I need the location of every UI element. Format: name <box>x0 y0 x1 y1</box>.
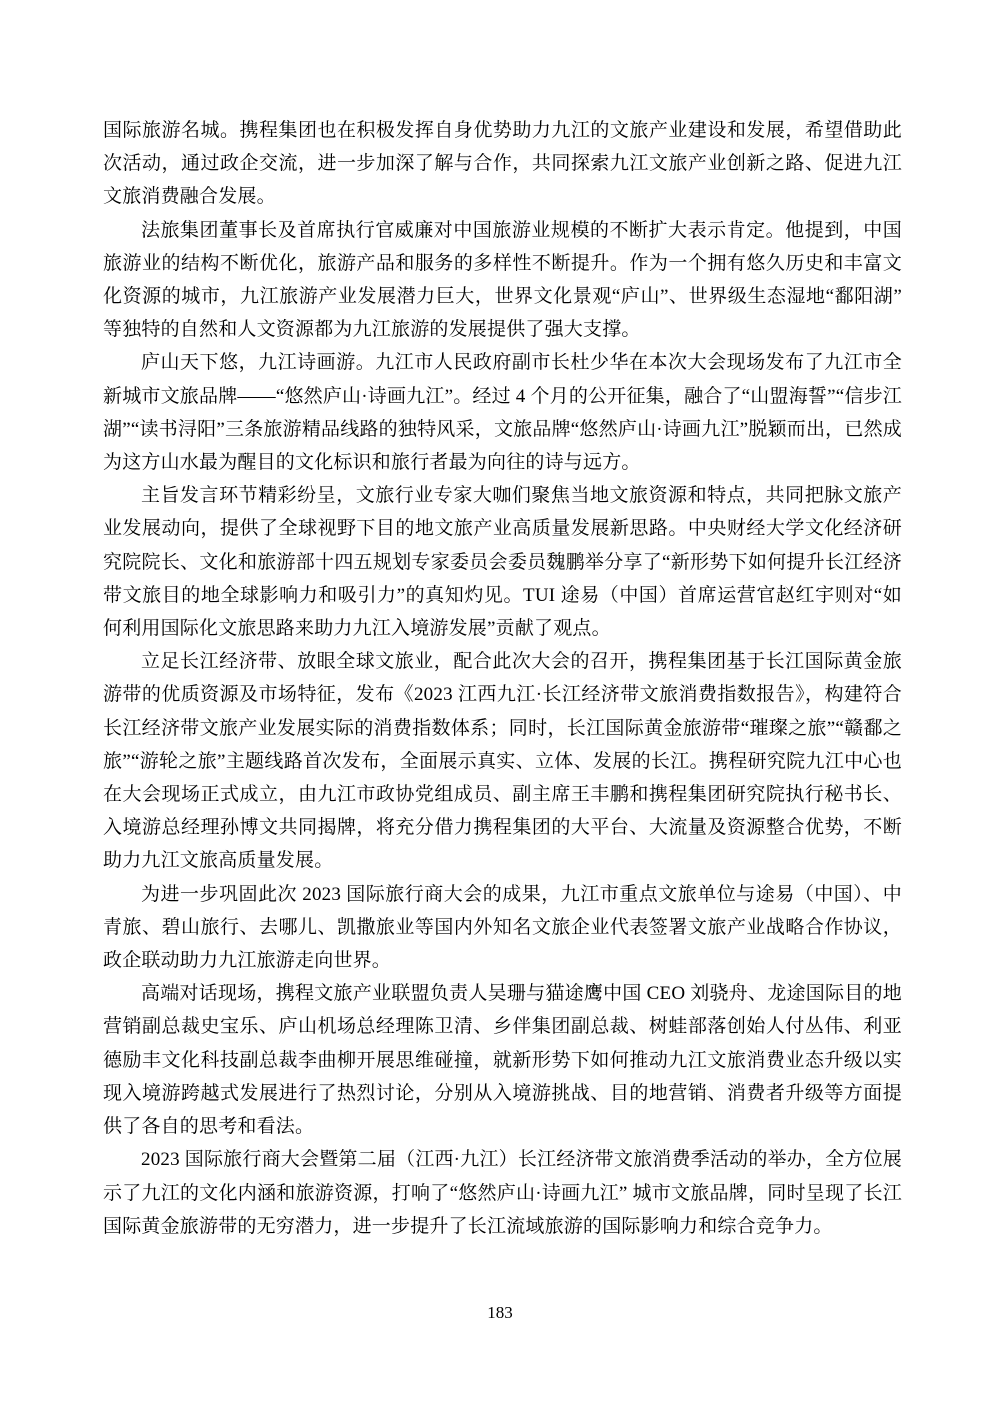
document-body <box>103 114 902 1243</box>
page-number: 183 <box>487 1303 513 1322</box>
paragraph: 立足长江经济带、放眼全球文旅业，配合此次大会的召开，携程集团基于长江国际黄金旅游带的优质资源及市场特征，发布《2023 江西九江·长江经济带文旅消费指数报告》，构建符合长江经济带文旅产业发展实际的消费指数体系；同时，长江国际黄金旅游带“璀璨之旅”“赣鄱之旅”“游轮之旅”主题线路首次发布，全面展示真实、立体、发展的长江。携程研究院九江中心也在大会现场正式成立，由九江市政协党组成员、副主席王丰鹏和携程集团研究院执行秘书长、入境游总经理孙博文共同揭牌，将充分借力携程集团的大平台、大流量及资源整合优势，不断助力九江文旅高质量发展。 <box>103 651 902 872</box>
paragraph: 庐山天下悠，九江诗画游。九江市人民政府副市长杜少华在本次大会现场发布了九江市全新城市文旅品牌——“悠然庐山·诗画九江”。经过 4 个月的公开征集，融合了“山盟海誓”“信步江湖”“读书浔阳”三条旅游精品线路的独特风采，文旅品牌“悠然庐山·诗画九江”脱颖而出，已然成为这方山水最为醒目的文化标识和旅行者最为向往的诗与远方。 <box>103 352 902 474</box>
paragraph: 为进一步巩固此次 2023 国际旅行商大会的成果，九江市重点文旅单位与途易（中国）、中青旅、碧山旅行、去哪儿、凯撒旅业等国内外知名文旅企业代表签署文旅产业战略合作协议，政企联动助力九江旅游走向世界。 <box>103 883 902 972</box>
paragraph: 2023 国际旅行商大会暨第二届（江西·九江）长江经济带文旅消费季活动的举办，全方位展示了九江的文化内涵和旅游资源，打响了“悠然庐山·诗画九江” 城市文旅品牌，同时呈现了长江国际黄金旅游带的无穷潜力，进一步提升了长江流域旅游的国际影响力和综合竞争力。 <box>103 1149 902 1237</box>
paragraph: 法旅集团董事长及首席执行官威廉对中国旅游业规模的不断扩大表示肯定。他提到，中国旅游业的结构不断优化，旅游产品和服务的多样性不断提升。作为一个拥有悠久历史和丰富文化资源的城市，九江旅游产业发展潜力巨大，世界文化景观“庐山”、世界级生态湿地“鄱阳湖”等独特的自然和人文资源都为九江旅游的发展提供了强大支撑。 <box>103 219 902 341</box>
paragraph: 国际旅游名城。携程集团也在积极发挥自身优势助力九江的文旅产业建设和发展，希望借助此次活动，通过政企交流，进一步加深了解与合作，共同探索九江文旅产业创新之路、促进九江文旅消费融合发展。 <box>103 120 902 208</box>
paragraph: 高端对话现场，携程文旅产业联盟负责人吴珊与猫途鹰中国 CEO 刘骁舟、龙途国际目的地营销副总裁史宝乐、庐山机场总经理陈卫清、乡伴集团副总裁、树蛙部落创始人付丛伟、利亚德励丰文化科技副总裁李曲柳开展思维碰撞，就新形势下如何推动九江文旅消费业态升级以实现入境游跨越式发展进行了热烈讨论，分别从入境游挑战、目的地营销、消费者升级等方面提供了各自的思考和看法。 <box>103 983 902 1138</box>
paragraph: 主旨发言环节精彩纷呈，文旅行业专家大咖们聚焦当地文旅资源和特点，共同把脉文旅产业发展动向，提供了全球视野下目的地文旅产业高质量发展新思路。中央财经大学文化经济研究院院长、文化和旅游部十四五规划专家委员会委员魏鹏举分享了“新形势下如何提升长江经济带文旅目的地全球影响力和吸引力”的真知灼见。TUI 途易（中国）首席运营官赵红宇则对“如何利用国际化文旅思路来助力九江入境游发展”贡献了观点。 <box>103 485 902 640</box>
